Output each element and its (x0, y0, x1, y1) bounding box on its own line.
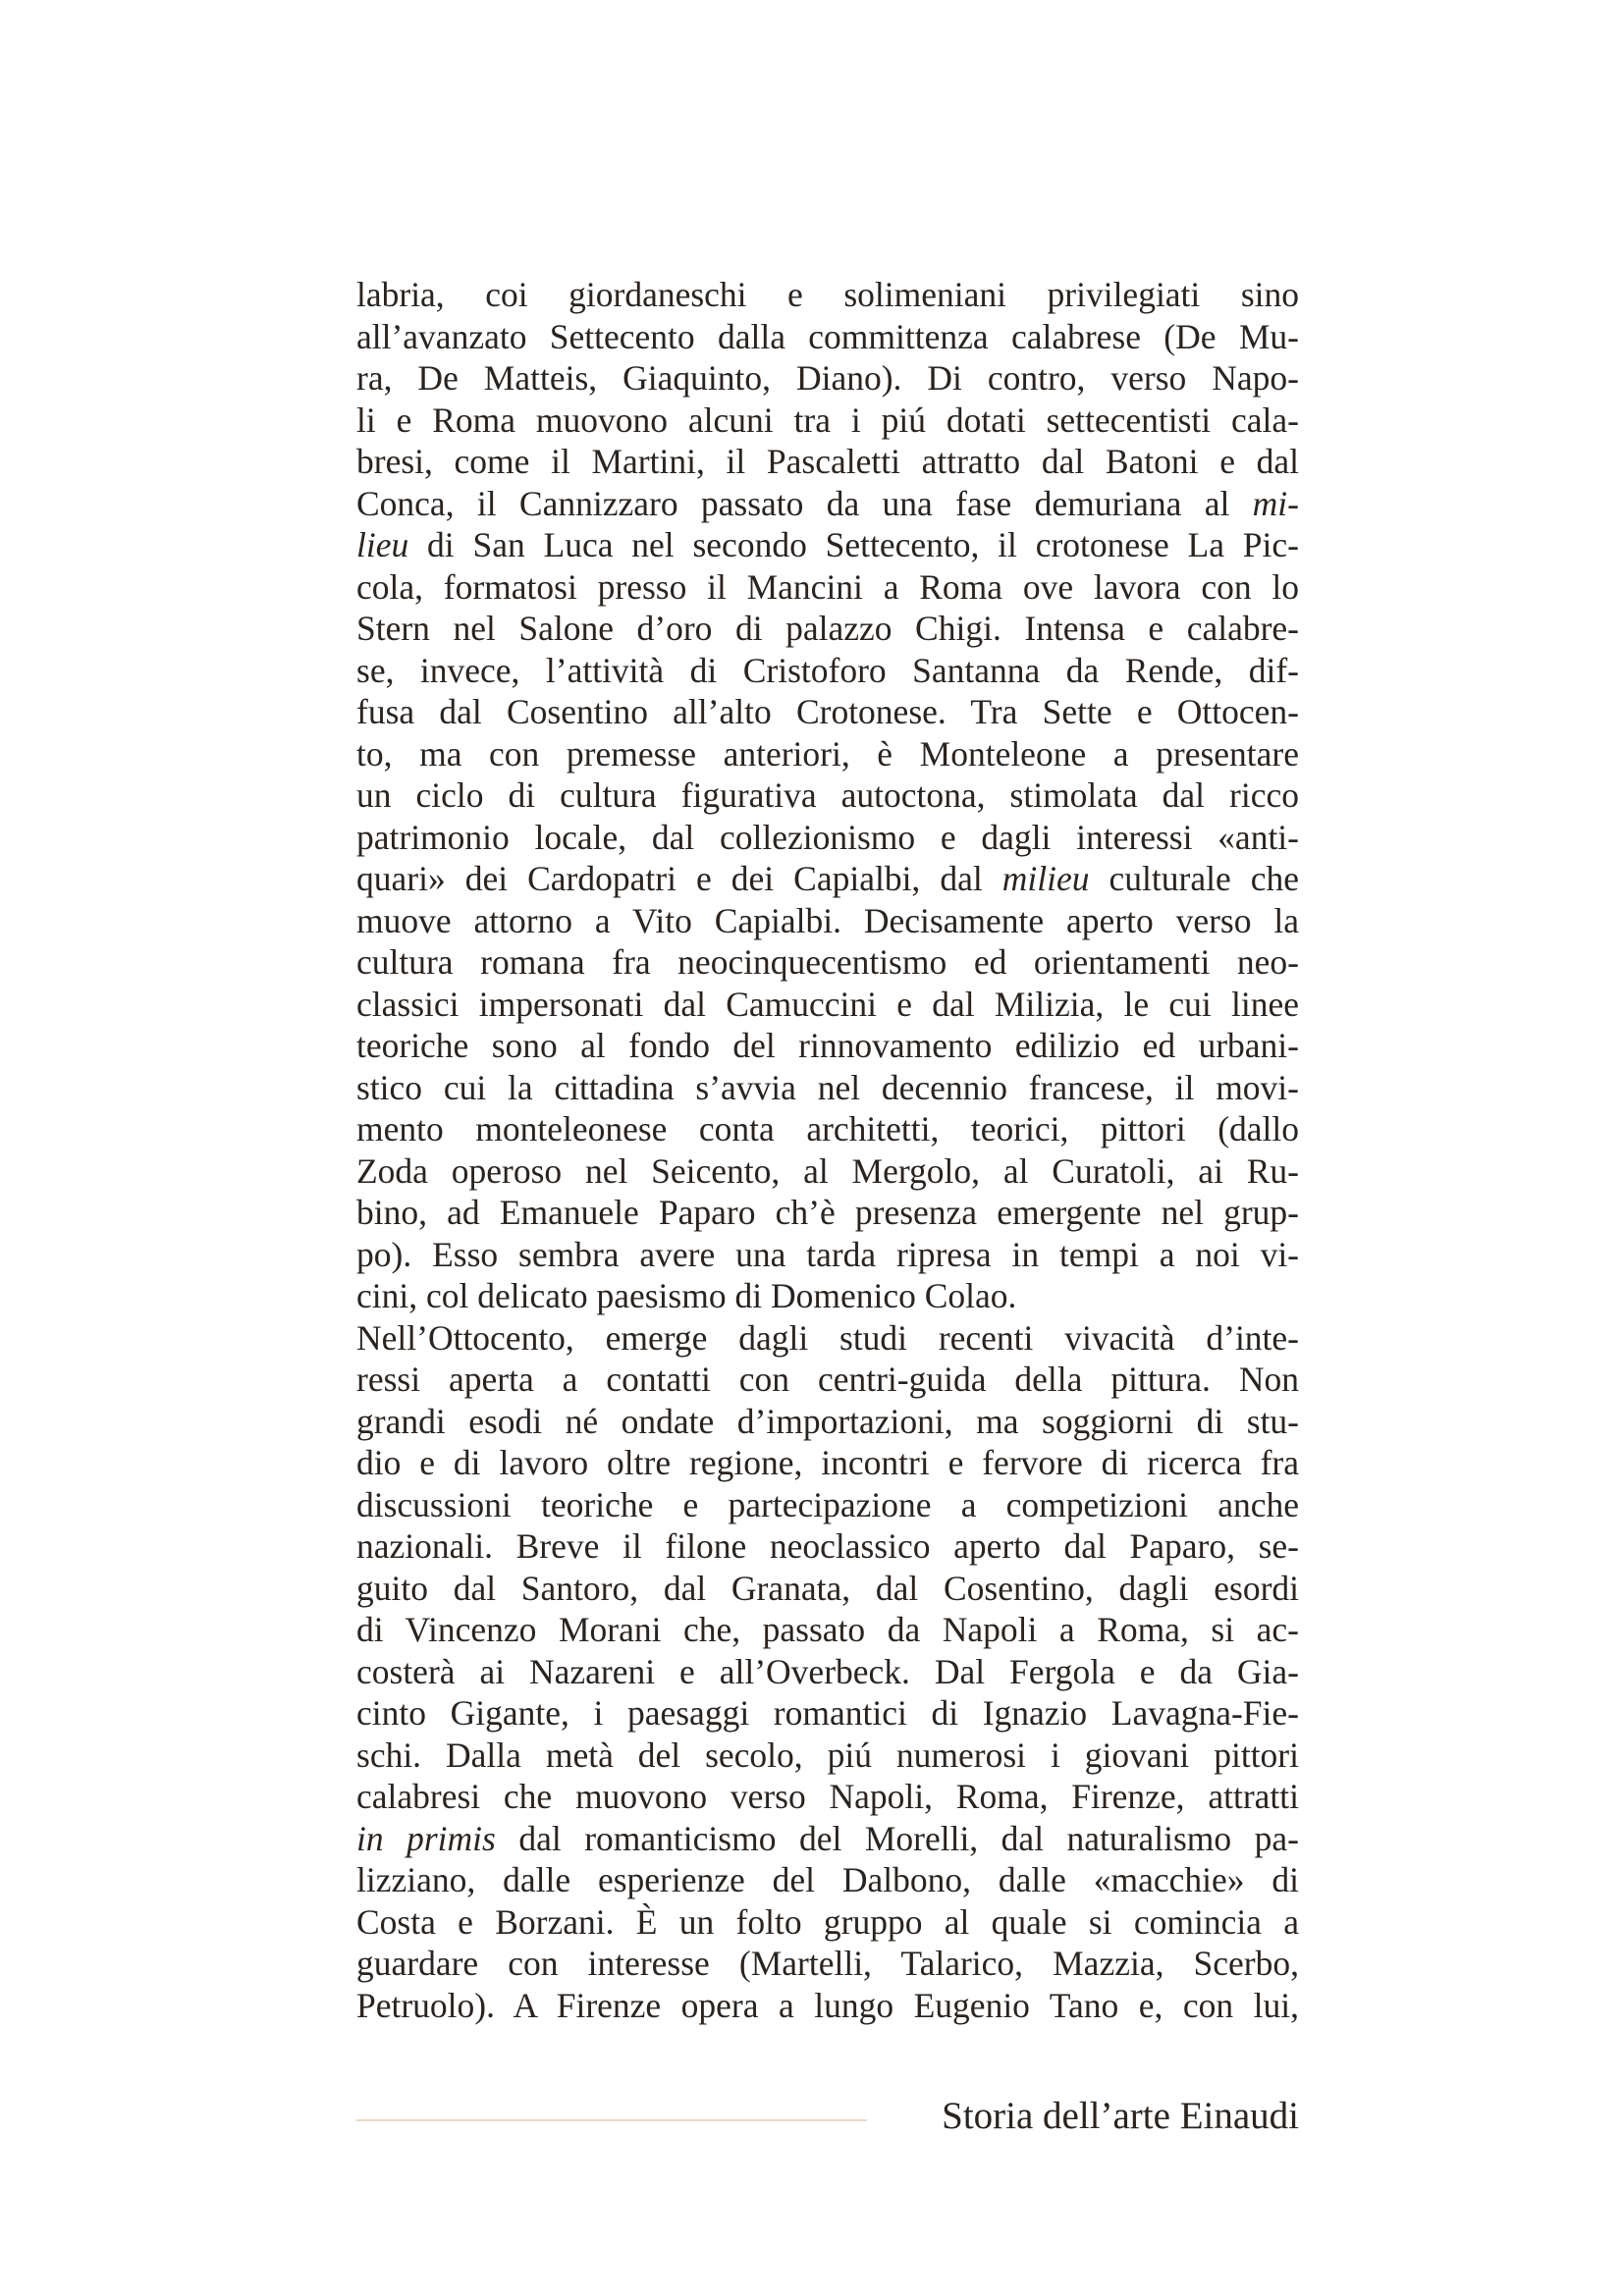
text-segment: quari» dei Cardopatri e dei Capialbi, dal (356, 859, 1002, 898)
text-line (356, 1401, 1299, 1443)
text-line (356, 1192, 1299, 1234)
text-line (356, 1317, 1299, 1360)
text-segment-italic: mi- (1252, 483, 1299, 523)
text-line (356, 1275, 1299, 1317)
text-line (356, 524, 1299, 566)
text-line (356, 441, 1299, 483)
text-line (356, 274, 1299, 316)
text-line (356, 1025, 1299, 1067)
text-segment-italic: lieu (356, 525, 409, 564)
text-line (356, 1859, 1299, 1901)
text-segment: cinto Gigante, i paesaggi romantici di Ignazio Lavagna-Fie- (356, 1693, 1299, 1733)
text-line (356, 483, 1299, 525)
text-segment: cini, col delicato paesismo di Domenico Colao. (356, 1276, 1017, 1315)
text-segment: guardare con interesse (Martelli, Talarico, Mazzia, Scerbo, (356, 1944, 1299, 1983)
text-segment: bresi, come il Martini, il Pascaletti attratto dal Batoni e dal (356, 442, 1299, 481)
text-line (356, 1776, 1299, 1818)
text-segment: di San Luca nel secondo Settecento, il crotonese La Pic- (408, 525, 1299, 564)
text-segment: cola, formatosi presso il Mancini a Roma ove lavora con lo (356, 566, 1299, 607)
text-segment: Conca, il Cannizzaro passato da una fase demuriana al (356, 483, 1253, 523)
text-line (356, 1568, 1299, 1610)
text-segment: discussioni teoriche e partecipazione a competizioni anche (356, 1484, 1299, 1524)
text-line (356, 1484, 1299, 1526)
text-segment: li e Roma muovono alcuni tra i piú dotati settecentisti cala- (356, 400, 1299, 440)
text-segment: to, ma con premesse anteriori, è Monteleone a presentare (356, 733, 1299, 774)
text-segment: costerà ai Nazareni e all’Overbeck. Dal Fergola e da Gia- (356, 1651, 1299, 1691)
text-segment: po). Esso sembra avere una tarda ripresa in tempi a noi vi- (356, 1234, 1299, 1274)
text-segment: se, invece, l’attività di Cristoforo Santanna da Rende, dif- (356, 650, 1299, 690)
text-segment-italic: milieu (1001, 859, 1090, 898)
text-line (356, 774, 1299, 817)
text-line (356, 1735, 1299, 1777)
text-segment: stico cui la cittadina s’avvia nel decennio francese, il movi- (356, 1067, 1299, 1107)
text-segment: teoriche sono al fondo del rinnovamento edilizio ed urbani- (356, 1026, 1299, 1065)
text-segment: ra, De Matteis, Giaquinto, Diano). Di contro, verso Napo- (356, 358, 1299, 398)
text-line (356, 1609, 1299, 1651)
text-segment: ressi aperta a contatti con centri-guida della pittura. Non (356, 1360, 1299, 1399)
text-line (356, 1901, 1299, 1944)
text-line (356, 1692, 1299, 1735)
text-segment: Zoda operoso nel Seicento, al Mergolo, al Curatoli, ai Ru- (356, 1150, 1299, 1191)
text-line (356, 650, 1299, 692)
text-segment: Stern nel Salone d’oro di palazzo Chigi. Intensa e calabre- (356, 609, 1299, 648)
text-segment: schi. Dalla metà del secolo, piú numerosi i giovani pittori (356, 1735, 1299, 1775)
text-segment: fusa dal Cosentino all’alto Crotonese. Tra Sette e Ottocen- (356, 692, 1299, 731)
text-segment: Nell’Ottocento, emerge dagli studi recenti vivacità d’inte- (356, 1317, 1299, 1358)
text-line (356, 1525, 1299, 1568)
text-segment: nazionali. Breve il filone neoclassico aperto dal Paparo, se- (356, 1526, 1299, 1566)
text-line (356, 984, 1299, 1026)
text-line (356, 858, 1299, 900)
text-line (356, 1651, 1299, 1693)
text-line (356, 1943, 1299, 1985)
text-segment: muove attorno a Vito Capialbi. Decisamente aperto verso la (356, 900, 1299, 940)
text-line (356, 1150, 1299, 1193)
text-line (356, 733, 1299, 775)
text-line (356, 1234, 1299, 1276)
text-segment: Costa e Borzani. È un folto gruppo al quale si comincia a (356, 1901, 1299, 1942)
text-segment: lizziano, dalle esperienze del Dalbono, dalle «macchie» di (356, 1860, 1299, 1899)
text-segment: grandi esodi né ondate d’importazioni, ma soggiorni di stu- (356, 1401, 1299, 1441)
text-line (356, 941, 1299, 984)
text-segment: calabresi che muovono verso Napoli, Roma, Firenze, attratti (356, 1777, 1299, 1816)
text-line (356, 1359, 1299, 1401)
text-segment: dio e di lavoro oltre regione, incontri e fervore di ricerca fra (356, 1443, 1299, 1482)
text-line (356, 691, 1299, 733)
text-segment: dal romanticismo del Morelli, dal naturalismo pa- (495, 1818, 1299, 1858)
text-segment: cultura romana fra neocinquecentismo ed orientamenti neo- (356, 942, 1299, 982)
body-text (356, 274, 1299, 2026)
text-segment: Petruolo). A Firenze opera a lungo Eugenio Tano e, con lui, (356, 1985, 1299, 2025)
text-segment: labria, coi giordaneschi e solimeniani privilegiati sino (356, 275, 1299, 314)
text-line (356, 608, 1299, 650)
text-line (356, 400, 1299, 442)
text-line (356, 1985, 1299, 2027)
footer-rule (356, 2119, 867, 2121)
text-segment: culturale che (1089, 859, 1299, 898)
text-line (356, 357, 1299, 400)
text-segment: patrimonio locale, dal collezionismo e dagli interessi «anti- (356, 817, 1299, 857)
text-segment: di Vincenzo Morani che, passato da Napoli a Roma, si ac- (356, 1610, 1299, 1649)
text-segment-italic: in primis (356, 1818, 496, 1858)
text-line (356, 817, 1299, 859)
text-segment: bino, ad Emanuele Paparo ch’è presenza emergente nel grup- (356, 1193, 1299, 1232)
text-segment: all’avanzato Settecento dalla committenza calabrese (De Mu- (356, 316, 1299, 356)
text-segment: mento monteleonese conta architetti, teorici, pittori (dallo (356, 1109, 1299, 1148)
text-segment: un ciclo di cultura figurativa autoctona, stimolata dal ricco (356, 775, 1299, 815)
text-line (356, 1108, 1299, 1150)
footer-title: Storia dell’arte Einaudi (942, 2095, 1299, 2137)
text-line (356, 1067, 1299, 1109)
text-segment: guito dal Santoro, dal Granata, dal Cosentino, dagli esordi (356, 1568, 1299, 1608)
text-line (356, 566, 1299, 609)
text-line (356, 1442, 1299, 1484)
text-line (356, 900, 1299, 942)
text-line (356, 1818, 1299, 1860)
text-segment: classici impersonati dal Camuccini e dal Milizia, le cui linee (356, 984, 1299, 1024)
text-line (356, 316, 1299, 358)
